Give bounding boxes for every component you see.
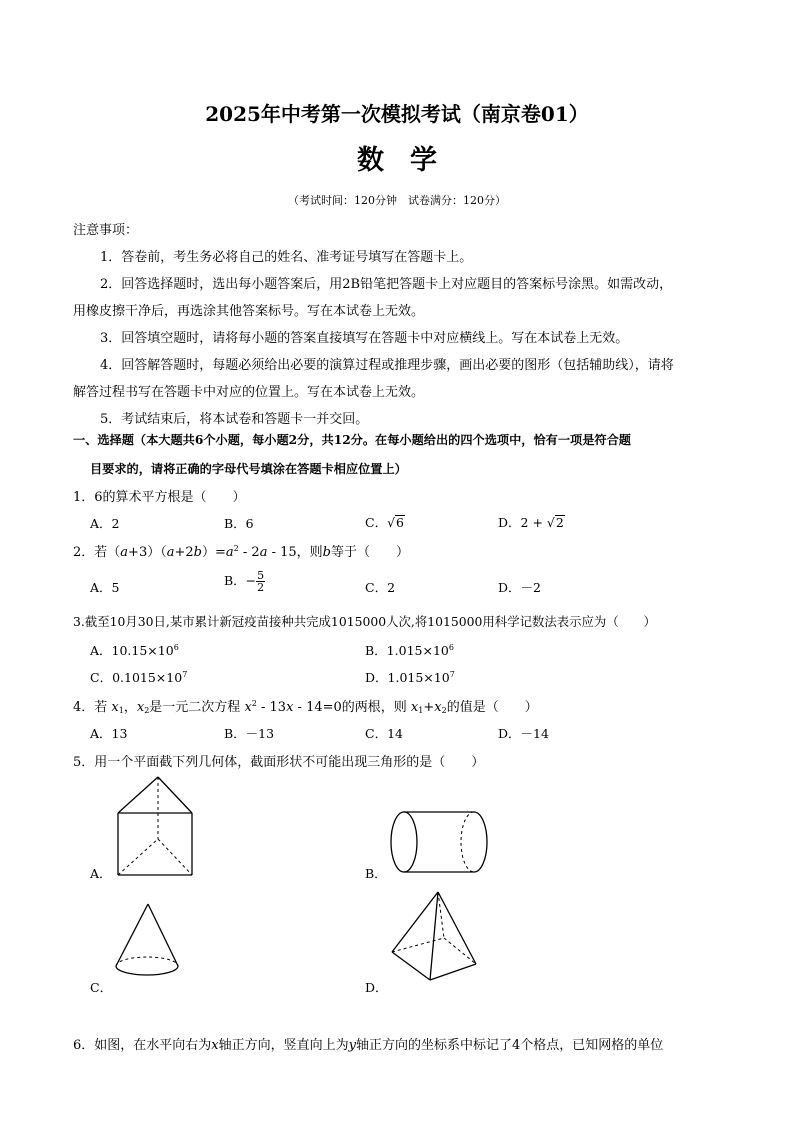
notes-heading: 注意事项： (73, 223, 139, 238)
q6-stem: 6．如图，在水平向右为x轴正方向，竖直向上为y轴正方向的坐标系中标记了4个格点，已知网格的单位 (73, 1038, 664, 1053)
cone-figure (112, 900, 182, 990)
q3-option-c: C．$0.1015\times 10^7$ (90, 670, 188, 685)
subject-title: 数学 (357, 145, 463, 176)
q3-option-b: B．$1.015\times 10^6$ (365, 643, 454, 658)
note-5: 5．考试结束后，将本试卷和答题卡一并交回。 (100, 412, 369, 427)
q5-option-a-label: A． (90, 866, 112, 881)
note-2b: 用橡皮擦干净后，再选涂其他答案标号。写在本试卷上无效。 (73, 304, 425, 319)
exam-meta: （考试时间：120分钟 试卷满分：120分） (288, 194, 506, 207)
triangular-prism-figure (110, 775, 200, 880)
q2-option-d: D．－2 (498, 580, 541, 595)
q1-stem: 1．6的算术平方根是（ ） (73, 490, 246, 505)
q5-stem: 5．用一个平面截下列几何体，截面形状不可能出现三角形的是（ ） (73, 755, 485, 770)
q5-option-c-label: C． (90, 980, 113, 995)
cylinder-figure (388, 808, 492, 878)
exam-title: 2025年中考第一次模拟考试（南京卷01） (205, 102, 589, 126)
note-3: 3．回答填空题时，请将每小题的答案直接填写在答题卡中对应横线上。写在本试卷上无效。 (100, 331, 629, 346)
note-4b: 解答过程书写在答题卡中对应的位置上。写在本试卷上无效。 (73, 385, 425, 400)
q5-option-b-label: B． (365, 866, 387, 881)
q1-option-c: C．√6 (365, 515, 404, 530)
q4-option-a: A．13 (90, 726, 128, 741)
q3-option-d: D．$1.015\times 10^7$ (365, 670, 455, 685)
q5-option-d-label: D． (365, 980, 388, 995)
q4-stem: 4．若 $x_1$，$x_2$是一元二次方程 $x^2 - 13x - 14=0$的两根，则 $x_1+x_2$的值是（ ） (73, 699, 538, 715)
q3-stem: 3.截至10月30日,某市累计新冠疫苗接种共完成1015000人次,将1015000用科学记数法表示应为（ ） (73, 614, 656, 629)
q2-option-a: A．5 (90, 580, 120, 595)
q1-option-d: D．2 + √2 (498, 515, 564, 530)
fraction: $\frac{5}{2}$ (257, 569, 265, 594)
q1-option-a: A．2 (90, 516, 120, 531)
q4-option-d: D．－14 (498, 726, 549, 741)
note-2a: 2．回答选择题时，选出每小题答案后，用2B铅笔把答题卡上对应题目的答案标号涂黑。如需改动， (100, 277, 673, 292)
section-1-heading-cont: 目要求的，请将正确的字母代号填涂在答题卡相应位置上） (90, 462, 407, 476)
q3-option-a: A．$10.15\times 10^6$ (90, 643, 179, 658)
sqrt-radicand: 2 (555, 515, 564, 530)
q4-option-b: B．－13 (224, 726, 275, 741)
note-4a: 4．回答解答题时，每题必须给出必要的演算过程或推理步骤，画出必要的图形（包括辅助线），请将 (100, 358, 674, 373)
sqrt-radicand: 6 (396, 515, 404, 530)
q2-option-c: C．2 (365, 580, 396, 595)
q4-option-c: C．14 (365, 726, 403, 741)
note-1: 1．答卷前，考生务必将自己的姓名、准考证号填写在答题卡上。 (100, 250, 473, 265)
pyramid-figure (386, 888, 482, 992)
q2-option-b: B．− $\frac{5}{2}$ (224, 569, 265, 594)
section-1-heading: 一、选择题（本大题共6个小题，每小题2分，共12分。在每小题给出的四个选项中，恰有一项是符合题 (73, 433, 631, 447)
q1-option-b: B．6 (224, 516, 254, 531)
q2-stem: 2．若$(a+3)(a+2b)=a^2 - 2a - 15$，则b等于（ ） (73, 544, 409, 560)
